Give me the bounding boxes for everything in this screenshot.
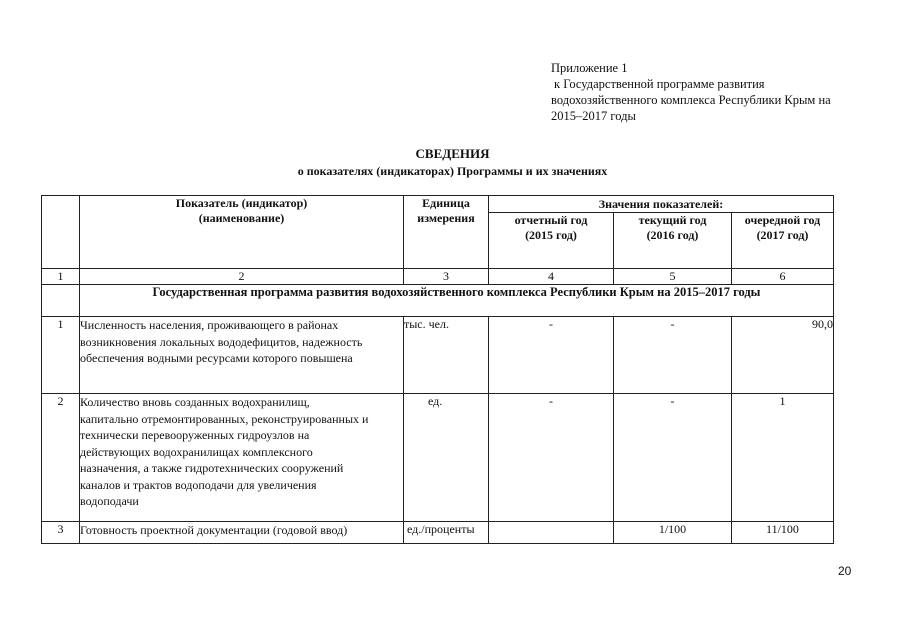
row-value-2016: - (614, 317, 732, 394)
header-number-cell (42, 196, 80, 269)
header-values-caption: Значения показателей: (489, 196, 834, 213)
column-number: 3 (404, 269, 489, 285)
year-label: текущий год (638, 213, 707, 227)
row-value-2015: - (489, 394, 614, 522)
indicators-table (41, 195, 834, 544)
appendix-line: 2015–2017 годы (551, 109, 636, 123)
row-indicator-name (80, 317, 404, 394)
document-title: СВЕДЕНИЯ (415, 146, 490, 161)
row-value-2017: 11/100 (732, 522, 834, 544)
section-title: Государственная программа развития водохозяйственного комплекса Республики Крым на 2015–2017 годы (80, 285, 834, 317)
column-number: 6 (732, 269, 834, 285)
row-indicator-name (80, 522, 404, 544)
row-unit: ед./проценты (404, 522, 489, 544)
indicator-line: возникновения локальных вододефицитов, надежность (80, 334, 363, 349)
header-year-2017 (732, 213, 834, 269)
appendix-line: к Государственной программе развития (554, 77, 765, 91)
row-value-2017: 90,0 (732, 317, 834, 394)
header-indicator-label: Показатель (индикатор) (175, 196, 308, 210)
indicator-line: технически перевооруженных гидроузлов на (80, 428, 310, 442)
header-indicator-cell (80, 196, 404, 269)
row-value-2016: - (614, 394, 732, 522)
year-label: очередной год (744, 213, 821, 227)
appendix-note (551, 60, 881, 124)
header-unit-sublabel: измерения (417, 211, 475, 225)
row-number: 2 (42, 394, 80, 522)
indicator-line: капитально отремонтированных, реконструированных и (80, 411, 369, 426)
indicator-line: обеспечения водными ресурсами которого повышена (80, 351, 353, 365)
indicator-line: Численность населения, проживающего в районах (80, 318, 339, 332)
section-row (42, 285, 834, 317)
row-value-2015 (489, 522, 614, 544)
row-value-2015: - (489, 317, 614, 394)
row-number: 1 (42, 317, 80, 394)
header-year-2015 (489, 213, 614, 269)
header-year-2016 (614, 213, 732, 269)
header-unit-cell (404, 196, 489, 269)
year-value: (2017 год) (756, 228, 809, 242)
appendix-line: Приложение 1 (551, 61, 628, 75)
indicator-line: действующих водохранилищах комплексного (80, 444, 313, 459)
row-value-2016: 1/100 (614, 522, 732, 544)
row-number: 3 (42, 522, 80, 544)
section-empty-cell (42, 285, 80, 317)
row-unit: тыс. чел. (404, 317, 489, 394)
header-row-top (42, 196, 834, 213)
page-number: 20 (838, 564, 852, 578)
table-row (42, 317, 834, 394)
indicator-line: Готовность проектной документации (годовой ввод) (80, 523, 348, 537)
row-unit: ед. (404, 394, 489, 522)
column-number: 1 (42, 269, 80, 285)
header-indicator-sublabel: (наименование) (198, 211, 285, 225)
header-unit-label: Единица (422, 196, 470, 210)
column-number: 4 (489, 269, 614, 285)
column-numbers-row (42, 269, 834, 285)
column-number: 2 (80, 269, 404, 285)
year-value: (2016 год) (646, 228, 699, 242)
table-row (42, 522, 834, 544)
table-row (42, 394, 834, 522)
column-number: 5 (614, 269, 732, 285)
year-value: (2015 год) (525, 228, 577, 242)
appendix-line: водохозяйственного комплекса Республики Крым на (551, 93, 831, 107)
document-subtitle: о показателях (индикаторах) Программы и их значениях (297, 164, 608, 178)
indicator-line: Количество вновь созданных водохранилищ, (80, 395, 310, 409)
indicator-line: водоподачи (80, 494, 139, 508)
indicator-line: каналов и трактов водоподачи для увеличения (80, 477, 317, 492)
year-label: отчетный год (514, 213, 588, 227)
row-value-2017: 1 (732, 394, 834, 522)
indicator-line: назначения, а также гидротехнических сооружений (80, 461, 344, 475)
row-indicator-name (80, 394, 404, 522)
